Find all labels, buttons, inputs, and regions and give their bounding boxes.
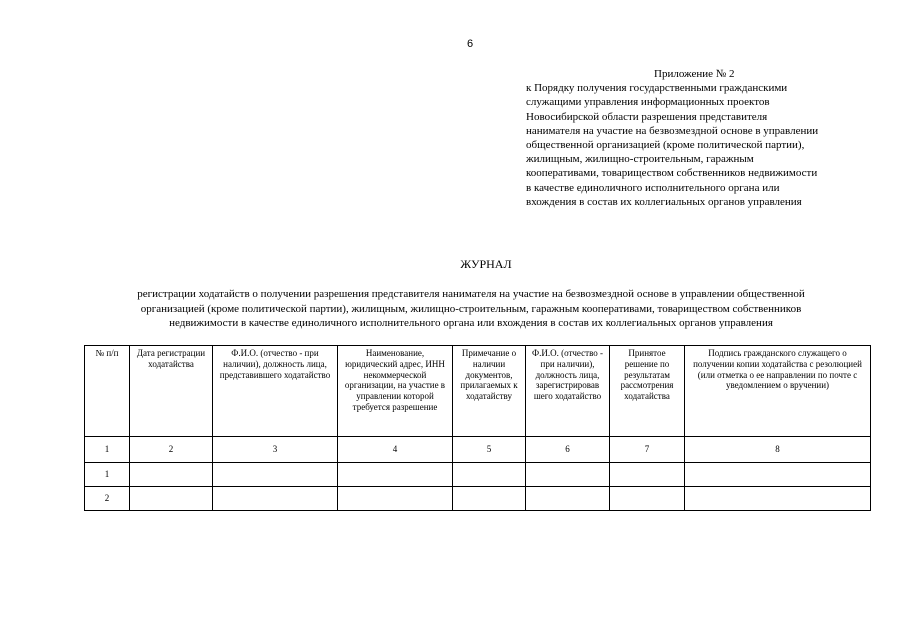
column-header-organization: Наименование, юридический адрес, ИНН некоммерческой организации, на участие в управлении которой требуется разрешение [338, 346, 453, 437]
journal-subtitle-line: организацией (кроме политической партии), жилищным, жилищно-строительным, гаражным кооперативами, товариществом собственников [140, 302, 802, 315]
column-number: 7 [610, 437, 685, 463]
table-cell [610, 487, 685, 511]
column-header-applicant: Ф.И.О. (отчество - при наличии), должность лица, представившего ходатайство [213, 346, 338, 437]
column-header-signature: Подпись гражданского служащего о получении копии ходатайства с резолюцией (или отметка о ее направлении по почте с уведомлением о вручении) [685, 346, 871, 437]
table-cell [685, 487, 871, 511]
table-cell [610, 463, 685, 487]
table-row [85, 487, 871, 511]
column-number: 4 [338, 437, 453, 463]
annex-line: кооперативами, товариществом собственников недвижимости [526, 167, 818, 180]
table-cell [213, 487, 338, 511]
journal-subtitle-line: регистрации ходатайств о получении разрешения представителя нанимателя на участие на безвозмездной основе в управлении общественной [137, 288, 805, 300]
table-cell [453, 487, 526, 511]
column-number: 3 [213, 437, 338, 463]
table-cell [213, 463, 338, 487]
registration-journal-table [84, 345, 871, 511]
annex-line: Новосибирской области разрешения представителя [526, 110, 768, 123]
annex-line: к Порядку получения государственными гражданскими [526, 82, 788, 95]
column-number: 1 [85, 437, 130, 463]
column-header-number: № п/п [85, 346, 130, 437]
table-cell [130, 487, 213, 511]
column-number: 6 [526, 437, 610, 463]
journal-title: ЖУРНАЛ [460, 257, 512, 271]
table-cell [130, 463, 213, 487]
journal-subtitle-line: недвижимости в качестве единоличного исполнительного органа или вхождения в состав их коллегиальных органов управления [169, 317, 773, 330]
table-cell [338, 463, 453, 487]
annex-block [526, 67, 876, 209]
column-header-registration-date: Дата регистрации ходатайства [130, 346, 213, 437]
column-header-registrar: Ф.И.О. (отчество - при наличии), должность лица, зарегистрировав шего ходатайство [526, 346, 610, 437]
column-number: 2 [130, 437, 213, 463]
annex-title: Приложение № 2 [654, 68, 735, 80]
table-cell: 2 [85, 487, 130, 511]
journal-subtitle [70, 287, 872, 331]
annex-line: жилищным, жилищно-строительным, гаражным [526, 153, 754, 166]
column-header-decision: Принятое решение по результатам рассмотрения ходатайства [610, 346, 685, 437]
annex-line: в качестве единоличного исполнительного органа или [526, 181, 780, 194]
annex-line: служащими управления информационных проектов [526, 96, 770, 109]
column-number-row [85, 437, 871, 463]
annex-line: вхождения в состав их коллегиальных органов управления [526, 195, 802, 208]
table-cell [526, 463, 610, 487]
table-cell: 1 [85, 463, 130, 487]
table-cell [453, 463, 526, 487]
column-number: 8 [685, 437, 871, 463]
table-header-row [85, 346, 871, 437]
table-cell [685, 463, 871, 487]
column-number: 5 [453, 437, 526, 463]
table-cell [526, 487, 610, 511]
column-header-documents-note: Примечание о наличии документов, прилагаемых к ходатайству [453, 346, 526, 437]
table-row [85, 463, 871, 487]
annex-line: общественной организацией (кроме политической партии), [526, 139, 805, 152]
table-cell [338, 487, 453, 511]
annex-line: нанимателя на участие на безвозмездной основе в управлении [526, 124, 819, 137]
page-number: 6 [466, 38, 474, 50]
